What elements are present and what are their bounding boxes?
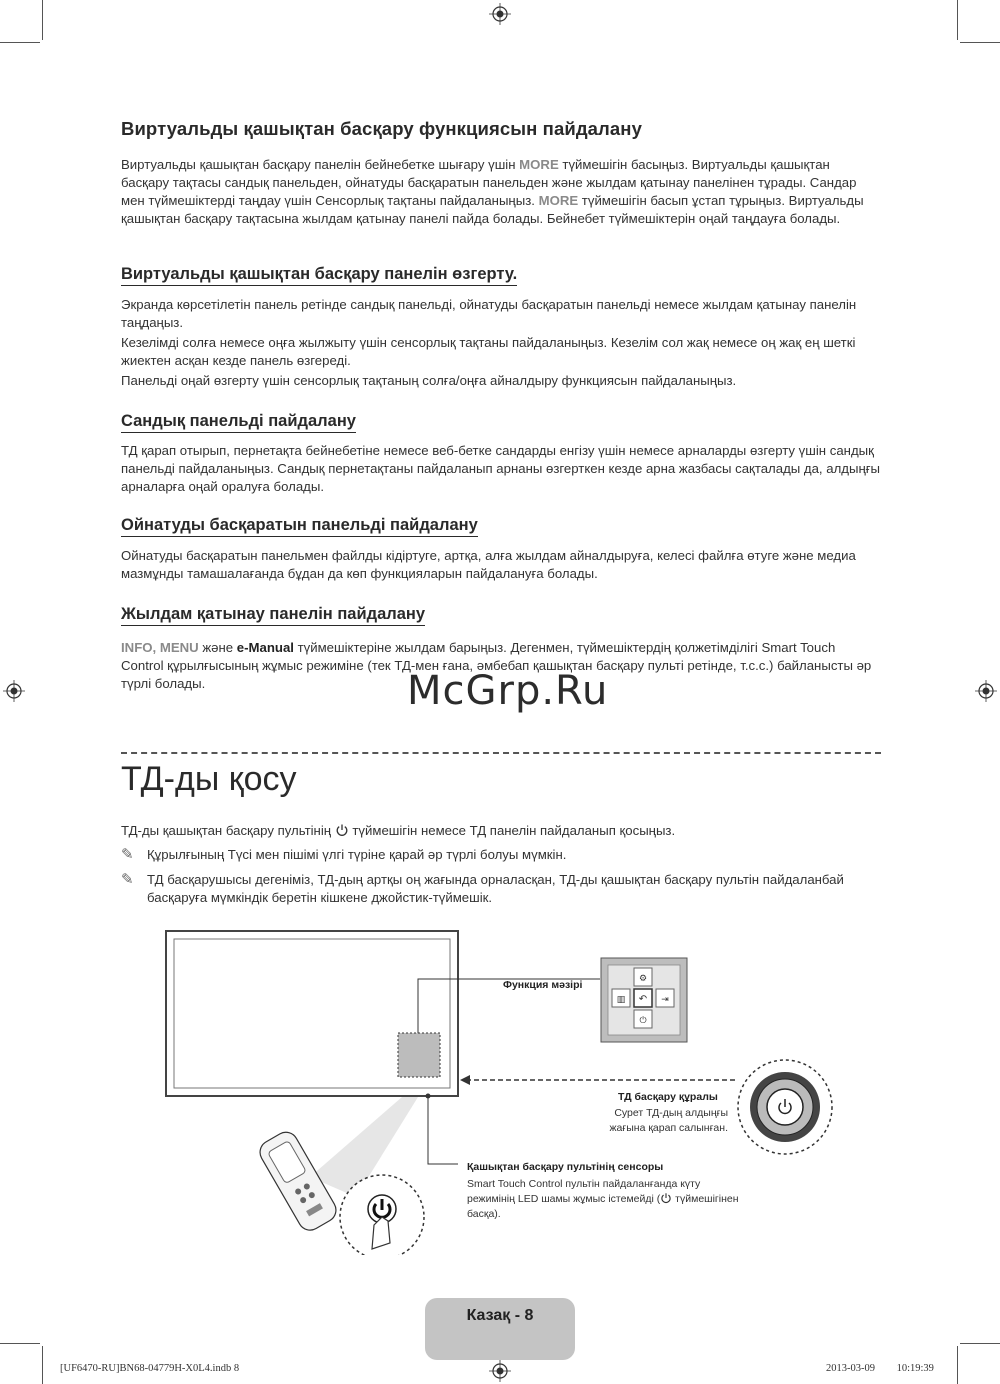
crop-mark (957, 0, 958, 40)
note-text: ТД басқарушысы дегеніміз, ТД-дың артқы оң жағында орналасқан, ТД-ды қашықтан басқару пультін пайдаланбай басқаруға мүмкіндік беретін кішкене джойстик-түймешік. (147, 872, 844, 905)
footer-file-info: [UF6470-RU]BN68-04779H-X0L4.indb 8 (60, 1363, 240, 1374)
power-on-intro (121, 822, 881, 840)
section-heading-quick-access: Жылдам қатынау панелін пайдалану (121, 605, 425, 626)
return-icon: ↶ (638, 994, 648, 1005)
sensor-desc-3: басқа). (467, 1208, 501, 1220)
menu-key-label: MENU (159, 640, 199, 655)
footer-timestamp: 2013-03-09 ￿￿ 10:19:39 (826, 1363, 934, 1374)
text-run: және (198, 640, 237, 655)
more-key-label: MORE (538, 193, 579, 208)
section-heading-playback-panel: Ойнатуды басқаратын панельді пайдалану (121, 516, 478, 537)
text-run: ТД-ды қашықтан басқару пультінің (121, 823, 335, 838)
text-run: режимінің LED шамы жұмыс істемейді ( (467, 1193, 661, 1205)
note-item (121, 871, 881, 911)
text-run: түймешіктеріне жылдам барыңыз. Дегенмен, түймешіктердің қолжетімділігі Smart Touch Control құрылғысының жұмыс режиміне (тек ТД-мен ғана, әмбебап қашықтан басқару пульті ретінде, т.с.с.) байланысты әр түрлі болады. (121, 640, 872, 691)
controller-desc-2: жағына қарап салынған. (609, 1122, 728, 1134)
change-panel-paragraph-2: Кезелімді солға немесе оңға жылжыту үшін сенсорлық тақтаны пайдаланыңыз. Кезелім сол жақ немесе оң жақ ең шеткі жиектен асқан кезде панель өзгереді. (121, 335, 856, 368)
crop-mark (0, 1343, 40, 1344)
section-heading-number-pad: Сандық панельді пайдалану (121, 412, 356, 433)
text-run: Виртуальды қашықтан басқару панелін бейнебетке шығару үшін (121, 157, 520, 172)
registration-mark-icon (3, 680, 25, 702)
text-run: , (152, 640, 160, 655)
virtual-remote-paragraph (121, 156, 881, 228)
page-number: Казақ - 8 (466, 1307, 534, 1324)
pencil-note-icon: ✎ (121, 871, 134, 888)
registration-mark-icon (489, 3, 511, 25)
change-panel-paragraph-1: Экранда көрсетілетін панель ретінде сандық панельді, ойнатуды басқаратын панельді немесе жылдам қатынау панелін таңдаңыз. (121, 297, 857, 330)
note-text: Құрылғының Түсі мен пішімі үлгі түріне қарай әр түрлі болуы мүмкін. (147, 847, 567, 862)
registration-mark-icon (975, 680, 997, 702)
crop-mark (957, 1346, 958, 1384)
number-pad-paragraph: ТД қарап отырып, пернетақта бейнебетіне немесе веб-бетке сандарды енгізу үшін немесе арналарды өзгерту үшін сандық панельді пайдаланыңыз. Сандық пернетақтаны пайдаланып арнаны өзгерткен кезде арна жазбасы сақталады да, алдыңғы арналарға оңай оралуға болады. (121, 443, 881, 494)
power-icon (660, 1192, 672, 1204)
crop-mark (960, 1343, 1000, 1344)
pencil-note-icon: ✎ (121, 846, 134, 863)
menu-icon: ▥ (616, 994, 626, 1004)
section-heading-virtual-remote: Виртуальды қашықтан басқару функциясын пайдалану (121, 118, 642, 139)
text-run: түймешігінен (672, 1193, 739, 1205)
change-panel-paragraph-3: Панельді оңай өзгерту үшін сенсорлық тақтаның солға/оңға айналдыру функциясын пайдаланыңыз. (121, 373, 737, 388)
watermark: McGrp.Ru (407, 668, 609, 714)
arrow-head (460, 1075, 470, 1085)
source-icon: ⇥ (661, 994, 669, 1004)
text-run: түймешігін немесе ТД панелін пайдаланып қосыңыз. (348, 823, 676, 838)
sensor-desc-1: Smart Touch Control пультін пайдаланғанда күту (467, 1178, 701, 1190)
playback-panel-paragraph: Ойнатуды басқаратын панельмен файлды кідіртуге, артқа, алға жылдам айналдыруға, келесі файлға өтуге және медиа мазмұнды тамашалағанда бұдан да көп функцияларын пайдалануға болады. (121, 548, 856, 581)
registration-mark-icon (489, 1360, 511, 1382)
crop-mark (0, 42, 40, 43)
more-key-label: MORE (519, 157, 559, 172)
text-run: түймешігін басыңыз. Виртуальды қашықтан басқару тақтасы сандық панельден, ойнатуды басқаратын панельден және жылдам қатынау панелінен тұрады. Сандар мен түймешіктерді таңдау үшін Сенсорлық тақтаны пайдаланыңыз. (121, 157, 857, 208)
osd-menu-preview (398, 1033, 440, 1077)
sensor-desc-2 (467, 1192, 739, 1206)
note-item (121, 846, 881, 866)
crop-mark (42, 1346, 43, 1384)
crop-mark (960, 42, 1000, 43)
function-menu-label: Функция мәзірі (503, 979, 583, 991)
text-run: түймешігін басып ұстап тұрыңыз. Виртуальды қашықтан басқару тақтасына жылдам қатынау панелі пайда болады. Бейнебет түймешіктерін оңай таңдауға болады. (121, 193, 864, 226)
power-icon (335, 823, 349, 837)
power-on-title: ТД-ды қосу (121, 760, 297, 798)
controller-desc-1: Сурет ТД-дың алдыңғы (614, 1107, 728, 1119)
controller-title: ТД басқару құралы (618, 1091, 718, 1103)
leader-line (428, 1096, 458, 1164)
section-divider (121, 752, 881, 754)
content-icon: ⚙ (638, 973, 648, 983)
power-icon: ⏻ (639, 1015, 647, 1025)
crop-mark (42, 0, 43, 40)
sensor-title: Қашықтан басқару пультінің сенсоры (467, 1161, 664, 1173)
section-heading-change-panel: Виртуальды қашықтан басқару панелін өзгерту. (121, 265, 517, 286)
info-key-label: INFO (121, 640, 153, 655)
emanual-key-label: e-Manual (236, 640, 294, 655)
